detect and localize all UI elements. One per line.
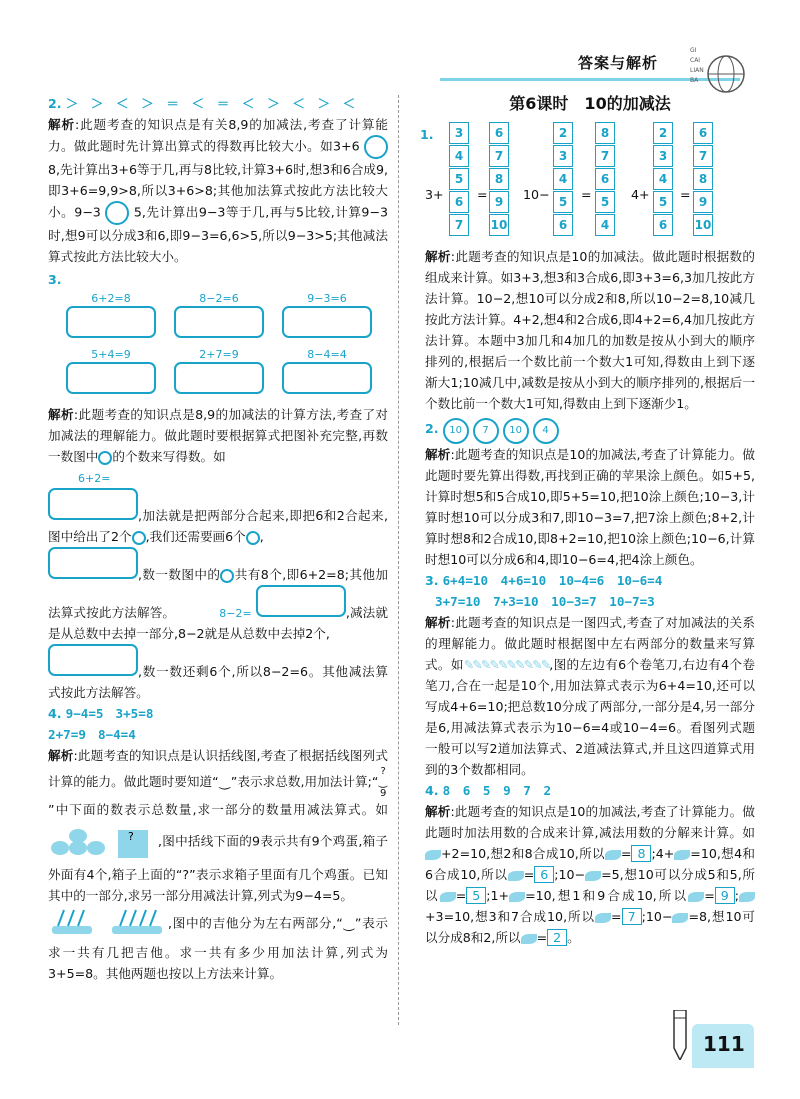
blank-circle-icon [364, 135, 388, 159]
svg-text:?: ? [128, 830, 134, 843]
q1-number-grid [420, 118, 755, 246]
answer-box: 9 [715, 887, 735, 904]
q4-text3: ,图中括线下面的9表示共有9个鸡蛋,箱子外面有4个,箱子上面的“?”表示求箱子里面有几个鸡蛋。已知其中的一部分,求另一部分用减法计算,列式为9−4=5。 [48, 833, 388, 903]
dot-tray-icon [282, 362, 372, 394]
q3-number: 3. [48, 272, 62, 287]
dot-tray-icon [174, 362, 264, 394]
q4-answer: 9−4=5 [65, 706, 104, 721]
q4r-text10: +3=10,想3和7合成10,所以 [425, 909, 596, 924]
tray-eq: 2+7=9 [199, 348, 239, 361]
q4r-text4: =10,想4和6合成10,所以 [425, 846, 756, 882]
q3-text3: ,我们还需要画6个 [145, 529, 246, 544]
leaf-icon [688, 892, 704, 902]
eq-sign: = [477, 187, 488, 202]
apple-icon: 7 [473, 418, 499, 444]
leaf-icon [585, 871, 601, 881]
q3r-row1: 6+4=10 4+6=10 10−4=6 10−6=4 [442, 573, 663, 588]
leaf-icon [521, 934, 537, 944]
q3-text6: ,减法就是从总数中去掉一部分,8−2就是从总数中去掉2个, [48, 605, 388, 641]
bracket-total: 9 [380, 788, 387, 799]
q4r-text11: ;10− [641, 909, 673, 924]
q3-text7: ,数一数还剩6个,所以8−2=6。其他减法算式按此方法解答。 [48, 664, 388, 700]
dot-tray-icon [66, 306, 156, 338]
q4-text1: :此题考查的知识点是认识括线图,考查了根据括线图列式计算的能力。做此题时要知道“ [48, 748, 389, 789]
q2-text3: 5,先计算出9−3等于几,再与5比较,计算9−3时,想9可以分成3和6,即9−3=6,6>5,所以9−3>5;其他减法算式按此方法比较大小。 [48, 204, 388, 264]
q3-text5: 共有8个,即6+2=8;其他加法算式按此方法解答。 [48, 567, 388, 620]
apple-icon: 10 [443, 418, 469, 444]
leaf-icon [509, 892, 525, 902]
q2r-explanation [425, 444, 755, 570]
q1-text: :此题考查的知识点是10的加减法。做此题时根据数的组成来计算。如3+3,想3和3合成6,即3+3=6,3加几按此方法计算。10−2,想10可以分成2和8,所以10−2=8,10减几按此方法计算。4+2,想4和2合成6,即4+2=6,4加几按此方法计算。本题中3加几和4加几的加数是按从小到大的顺序排列的,根据后一个数比前一个数大1可知,得数由上到下逐渐大1;10减几中,减数是按从小到大的顺序排列的,根据后一个数比前一个数大1可知,得数由上到下逐渐少1。 [425, 249, 755, 411]
jiexi-label: 解析 [48, 407, 74, 422]
q4r-text9: ; [734, 888, 739, 903]
q3r-row2: 3+7=10 7+3=10 10−3=7 10−7=3 [435, 594, 655, 609]
eq-sign: = [611, 909, 622, 924]
sharpener-row-icon: ✎✎✎✎✎✎✎✎✎✎ [463, 657, 550, 672]
q2-answer: ＞ ＞ ＜ ＞ ＝ ＜ ＝ ＜ ＞ ＜ ＞ ＜ [65, 96, 356, 111]
answer-box: 7 [622, 908, 642, 925]
q3r-text2: ,图的左边有6个卷笔刀,右边有4个卷笔刀,合在一起是10个,用加法算式表示为6+4=10,还可以写成4+6=10;把总数10分成了两部分,一部分是4,另一部分是6,用减法算式表示为10−6=4或10−4=6。看图列式题一般可以写2道加法算式、2道减法算式,并且这四道算式用到的3个数都相同。 [425, 657, 755, 777]
q4-answer: 3+5=8 [115, 706, 154, 721]
eq-sign: = [620, 846, 632, 861]
question-mark: ? [380, 766, 386, 777]
eq-sign: = [455, 888, 467, 903]
q1-number: 1. [420, 127, 434, 142]
answer-box: 6 [534, 866, 554, 883]
eq-sign: = [680, 187, 691, 202]
q4r-text3: ;4+ [651, 846, 675, 861]
leaf-icon [508, 871, 524, 881]
q3-text1: :此题考查的知识点是8,9的加减法的计算方法,考查了对加减法的理解能力。做此题时要根据算式把图补充完整,再数一数图中 [48, 407, 388, 464]
number-column: 3 4 5 6 7 [449, 122, 469, 237]
right-column [420, 93, 756, 948]
q4-explanation: 解析:此题考查的知识点是认识括线图,考查了根据括线图列式计算的能力。做此题时要知道“⏝”表示求总数,用加法计算;“? ⏝ 9”中下面的数表示总数量,求一部分的数量用减法算式。如 ? ,图中括线下面的9表示共有9个鸡蛋,箱子外面有4个,箱子上面的“?”表示求箱子里面有几个鸡蛋。已知其中的一部分,求另一部分用减法计算,列式为9−4=5。 ,图中的吉他分为左右两部分,“⏝”表示求一共有几把吉他。求一共有多少用加法计算,列式为3+5=8。其他两题也按以上方法来计算。 [48, 748, 389, 981]
answer-box: 2 [547, 929, 567, 946]
pencil-icon [668, 1010, 692, 1060]
column-divider [398, 95, 400, 1025]
page-number: 111 [703, 1032, 745, 1056]
q4-right [425, 780, 755, 948]
eq-sign: = [523, 867, 535, 882]
q4r-end: 。 [567, 930, 580, 945]
q4r-answer: 8 6 5 9 7 2 [442, 783, 552, 798]
svg-text:GI: GI [690, 47, 697, 54]
header-title: 答案与解析 [578, 54, 659, 72]
tray-eq: 8−2=6 [199, 292, 239, 305]
q4r-text12: =8,想10可以分成8和2,所以 [425, 909, 756, 945]
q2-explanation [48, 114, 388, 267]
q4r-text1: :此题考查的知识点是10的加减法,考查了计算能力。做此题时加法用数的合成来计算,减法用数的分解来计算。如 [425, 804, 756, 840]
q4r-number: 4. [425, 783, 439, 798]
q2-text1: :此题考查的知识点是有关8,9的加减法,考查了计算能力。做此题时先计算出算式的得数再比较大小。如3+6 [48, 117, 388, 154]
number-column: 2 3 4 5 6 [553, 122, 573, 237]
dot-tray-icon [282, 306, 372, 338]
q4r-text2: +2=10,想2和8合成10,所以 [441, 846, 605, 861]
dot-tray-icon [66, 362, 156, 394]
apple-icon: 4 [533, 418, 559, 444]
guitars-icon [48, 906, 168, 942]
leaf-icon [674, 850, 690, 860]
q2-number: 2. [48, 96, 62, 111]
svg-text:BA: BA [690, 77, 699, 84]
leaf-icon [672, 913, 688, 923]
answer-box: 8 [631, 845, 651, 862]
q1-op: 3+ [425, 187, 444, 202]
tray-eq: 5+4=9 [91, 348, 131, 361]
q2r-text: :此题考查的知识点是10的加减法,考查了计算能力。做此题时要先算出得数,再找到正确的苹果涂上颜色。如5+5,计算时想5和5合成10,即5+5=10,把10涂上颜色;10−3,计算时想10可以分成3和7,即10−3=7,把7涂上颜色;8+2,计算时想8和2合成10,即8+2=10,把10涂上颜色;10−6,计算时想10可以分成6和4,即10−6=4,把4涂上颜色。 [425, 447, 756, 567]
q3r-explanation [425, 612, 755, 780]
blank-circle-icon [105, 201, 129, 225]
q3-explanation: 解析:此题考查的知识点是8,9的加减法的计算方法,考查了对加减法的理解能力。做此题时要根据算式把图补充完整,再数一数图中 的个数来写得数。如 6+2= ,加法就是把两部分合起来,即把6和2合起来,图中给出了2个 ,我们还需要画6个 , ,数一数图中的 共有8个,即6+2=8;其他加法算式按此方法解答。 8−2= ,减法就是从总数中去掉一部分,8−2就是从总数中去掉2个, ,数一数还剩6个,所以8−2=6。其他减法算式按此方法解答。 [48, 407, 388, 700]
q3r-number: 3. [425, 573, 439, 588]
tray-eq: 6+2=8 [91, 292, 131, 305]
eq-sign: = [704, 888, 715, 903]
q1-op: 4+ [631, 187, 650, 202]
tray-row-1 [66, 292, 388, 344]
q4-left [48, 703, 388, 984]
dot-tray-icon [256, 585, 346, 617]
example-eq: 6+2= [78, 472, 111, 485]
q4-answer: 2+7=9 [48, 727, 86, 742]
jiexi-label: 解析 [48, 748, 74, 763]
answer-box: 5 [466, 887, 486, 904]
q4r-text5: ;10− [554, 867, 586, 882]
dot-tray-icon [48, 644, 138, 676]
q4-answer: 8−4=4 [97, 727, 136, 742]
q4-number: 4. [48, 706, 62, 721]
jiexi-label: 解析 [48, 117, 75, 132]
leaf-icon [595, 913, 611, 923]
q3-right [425, 570, 755, 780]
jiexi-label: 解析 [425, 447, 451, 462]
left-column [48, 93, 388, 984]
apple-icon: 10 [503, 418, 529, 444]
q4-text5: ”表示求一共有几把吉他。求一共有多少用加法计算,列式为3+5=8。其他两题也按以上方法来计算。 [48, 915, 389, 981]
small-circle-icon [220, 569, 234, 583]
number-column: 6 7 8 9 10 [693, 122, 713, 237]
q1-explanation [425, 246, 755, 414]
dot-tray-icon [48, 547, 138, 579]
q3-text1b: 的个数来写得数。如 [112, 449, 226, 464]
small-circle-icon [132, 531, 146, 545]
number-column: 8 7 6 5 4 [595, 122, 615, 237]
q4-text1b: ”表示求总数,用加法计算;“ [230, 774, 379, 789]
q4r-text8: =10,想1和9合成10,所以 [525, 888, 689, 903]
q1-op: 10− [523, 187, 550, 202]
q3-left [48, 269, 388, 703]
q3-text2: ,加法就是把两部分合起来,即把6和2合起来,图中给出了2个 [48, 508, 388, 544]
q2-left [48, 93, 388, 267]
q4r-explanation [425, 801, 755, 948]
jiexi-label: 解析 [425, 249, 451, 264]
number-column: 6 7 8 9 10 [489, 122, 509, 237]
small-circle-icon [246, 531, 260, 545]
eggs-box-icon [48, 820, 158, 864]
leaf-icon [605, 850, 621, 860]
q4-text2: ”中下面的数表示总数量,求一部分的数量用减法算式。如 [48, 802, 388, 817]
small-circle-icon [98, 451, 112, 465]
q4-text4: ,图中的吉他分为左右两部分,“ [168, 915, 343, 931]
q3r-text1: :此题考查的知识点是一图四式,考查了对加减法的关系的理解能力。做此题时根据图中左右两部分的数量来写算式。如 [425, 615, 755, 672]
leaf-icon [440, 892, 456, 902]
q2-right [425, 418, 755, 570]
eq-sign: = [536, 930, 548, 945]
q3-text4: ,数一数图中的 [138, 567, 221, 582]
tray-eq: 8−4=4 [307, 348, 347, 361]
dot-tray-icon [174, 306, 264, 338]
jiexi-label: 解析 [425, 804, 451, 819]
eq-sign: = [581, 187, 592, 202]
q2r-number: 2. [425, 421, 439, 436]
leaf-icon [425, 850, 441, 860]
example-eq2: 8−2= [219, 607, 252, 620]
dot-tray-icon [48, 488, 138, 520]
tray-eq: 9−3=6 [307, 292, 347, 305]
number-column: 2 3 4 5 6 [653, 122, 673, 237]
tray-row-2 [66, 348, 388, 400]
q2-text2: 8,先计算出3+6等于几,再与8比较,计算3+6时,想3和6合成9,即3+6=9,9>8,所以3+6>8;其他加法算式按此方法比较大小。9−3 [48, 162, 388, 220]
jiexi-label: 解析 [425, 615, 451, 630]
lesson-title: 第6课时 10的加减法 [509, 94, 671, 113]
svg-text:CAI: CAI [690, 57, 701, 64]
q4r-text7: ;1+ [486, 888, 510, 903]
q4r-text6: =5,想10可以分成5和5,所以 [425, 867, 756, 903]
leaf-icon [739, 892, 755, 902]
svg-text:LIAN: LIAN [690, 67, 704, 74]
